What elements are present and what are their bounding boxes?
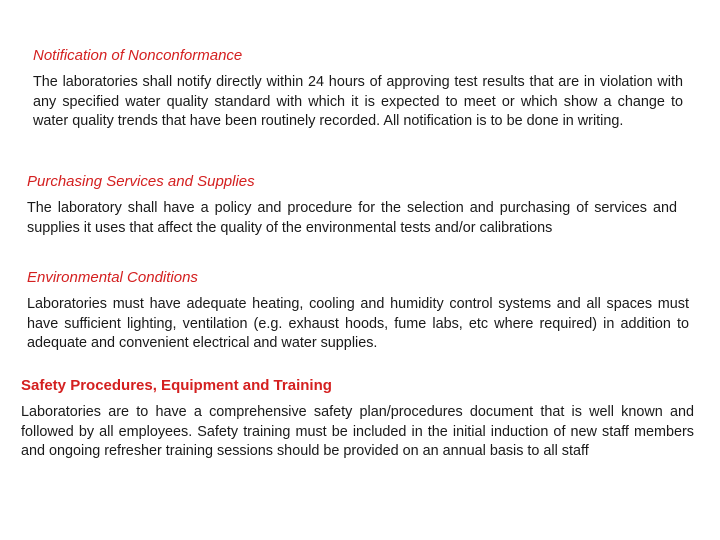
section-environmental-conditions — [27, 268, 689, 354]
section-heading: Notification of Nonconformance — [33, 47, 243, 64]
section-body: Laboratories must have adequate heating, cooling and humidity control systems and all spaces must have sufficient lighting, ventilation (e.g. exhaust hoods, fume labs, etc where required) in addition to adequate and convenient electrical and water supplies. — [27, 296, 689, 351]
section-body: Laboratories are to have a comprehensive safety plan/procedures document that is well known and followed by all employees. Safety training must be included in the initial induction of new staff members and ongoing refresher training sessions should be provided on an annual basis to all staff — [21, 404, 694, 459]
section-body: The laboratories shall notify directly within 24 hours of approving test results that are in violation with any specified water quality standard with which it is expected to meet or which show a change to water quality trends that have been routinely recorded. All notification is to be done in writing. — [33, 74, 683, 129]
section-body: The laboratory shall have a policy and procedure for the selection and purchasing of services and supplies it uses that affect the quality of the environmental tests and/or calibrations — [27, 200, 677, 236]
section-notification-of-nonconformance — [33, 46, 683, 132]
section-heading: Environmental Conditions — [27, 269, 198, 286]
section-heading: Safety Procedures, Equipment and Training — [21, 377, 332, 394]
section-safety-procedures — [21, 376, 694, 462]
section-heading: Purchasing Services and Supplies — [27, 173, 255, 190]
section-purchasing-services-and-supplies — [27, 172, 677, 238]
